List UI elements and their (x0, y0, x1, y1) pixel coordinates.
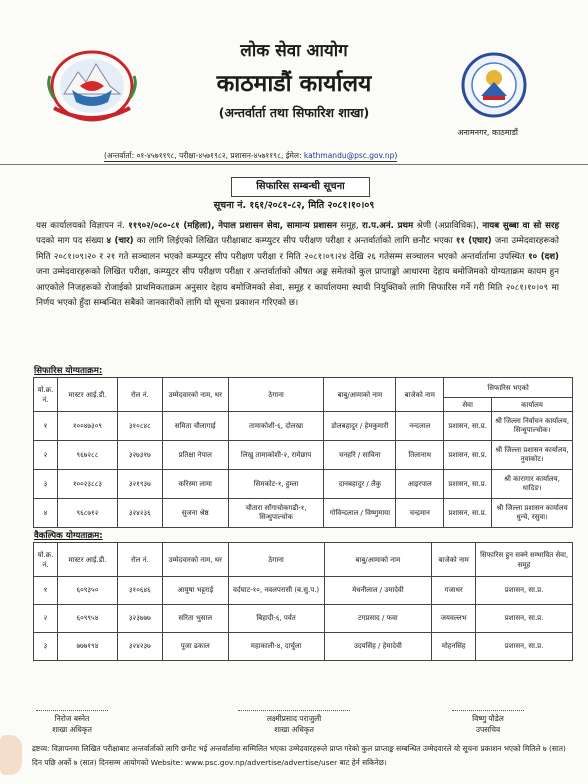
cell-name: पूजा ढकाल (162, 633, 228, 661)
cell-grandfather: आइरपाल (396, 470, 444, 499)
cell-name: करिस्मा लामा (162, 470, 228, 499)
cell-name: आयुषा भट्टराई (162, 577, 228, 605)
notice-number: सूचना नं. १६१/२०८१-८२, मिति २०८१।१०।०९ (213, 200, 375, 211)
footer-note: द्रष्टव्य: विज्ञापनमा लिखित परीक्षाबाट अन्तर्वार्ताको लागि छनौट भई अन्तर्वार्तामा सम्मिलित भएका उम्मेदवारहरूले प्राप्त गरेको कुल प्राप्ताङ्क सम्बन्धित उम्मेदवारले यो सूचना प्रकाशन भएको मितिले ७ (सात) दिन पछि अर्को ७ (सात) दिनसम्म आयोगको Website: www.psc.gov.np/advertise/advertise/user बाट हेर्न सकिनेछ। (32, 744, 566, 767)
contact-phones: (अन्तर्वार्ता: ०१-४५७११९८, परीक्षा-४५७१९८२, प्रशासन-४५७११९८, ईमेल: (104, 151, 304, 160)
merit-table (33, 377, 573, 528)
alt-col-service: सिफारिस हुन सक्ने सम्भावित सेवा, समूह (476, 543, 573, 577)
cell-office: श्री जिल्ला प्रशासन कार्यालय, नुवाकोट। (492, 441, 573, 470)
cell-sn: ४ (34, 499, 58, 528)
cell-parents: डोलबहादुर / हेमकुमारी (324, 412, 396, 441)
alt-col-parents: बाबु/आमाको नाम (324, 543, 432, 577)
cell-service: प्रशासन, सा.प्र. (476, 577, 573, 605)
contact-line (104, 151, 397, 162)
signature-2: लक्ष्मीप्रसाद पराजुली शाखा अधिकृत (238, 710, 350, 735)
alt-col-grandfather: बाजेको नाम (432, 543, 476, 577)
org-name: लोक सेवा आयोग (240, 41, 348, 61)
cell-address: सिमकोट-१, हुम्ला (228, 470, 324, 499)
alt-col-address: ठेगाना (228, 543, 324, 577)
cell-address: लिखु तामाकोशी-२, रामेछाप (228, 441, 324, 470)
email-link[interactable]: kathmandu@psc.gov.np (303, 151, 395, 160)
cell-parents: दानबहादुर / लैकु (324, 470, 396, 499)
cell-service: प्रशासन, सा.प्र. (444, 470, 492, 499)
contact-close: ) (394, 151, 398, 160)
table-row (34, 577, 573, 605)
merit-heading: सिफारिस योग्यताक्रम: (34, 366, 103, 376)
cell-grandfather: जयवल्लभ (432, 605, 476, 633)
cell-grandfather: गजाधर (432, 577, 476, 605)
cell-grandfather: नन्दलाल (396, 412, 444, 441)
cell-master: १००२३८८३ (57, 470, 117, 499)
table-row (34, 441, 573, 470)
notice-body: यस कार्यालयको विज्ञापन नं. ११९०२/०८०-८१ (महिला), नेपाल प्रशासन सेवा, सामान्य प्रशासन समूह, रा.प.अनं. प्रथम श्रेणी (अप्राविधिक), नायब सुब्बा वा सो सरह पदको माग पद संख्या ४ (चार) का लागि लिईएको लिखित परीक्षाबाट कम्प्युटर सीप परीक्षण परीक्षा र अन्तर्वार्ताको लागि छनौट भएका ११ (एघार) जना उम्मेदवारहरूको मिति २०८१।०९।२० र २१ गते सञ्चालन भएको कम्प्युटर सीप परीक्षण परीक्षा र मिति २०८१।०९।२४ देखि २६ गतेसम्म सञ्चालन भएको अन्तर्वार्तामा उपस्थित १० (दश) जना उम्मेदवारहरूको लिखित परीक्षा, कम्प्युटर सीप परीक्षण परीक्षा र अन्तर्वार्ताको औषत अङ्क समेतको कुल प्राप्ताङ्को आधारमा देहाय बमोजिमको योग्यताक्रम कायम हुन आएकोले निजहरूको रोजाईको प्राथमिकताक्रम अनुसार देहाय बमोजिमको सेवा, समूह र कार्यालयमा स्थायी नियुक्तिको लागि सिफारिस गर्ने गरी मिति २०८१।१०।०९ मा निर्णय भएको हुँदा सम्बन्धित सबैको जानकारीको लागि यो सूचना प्रकाशन गरिएको छ। (36, 221, 560, 309)
stamp-mark (0, 735, 22, 775)
cell-address: तामाकोशी-६, दोलखा (228, 412, 324, 441)
col-address: ठेगाना (228, 378, 324, 412)
table-row (34, 499, 573, 528)
alt-col-name: उम्मेदवारको नाम, थर (162, 543, 228, 577)
cell-parents: मेधनीलाल / उमादेवी (324, 577, 432, 605)
office-name: काठमाडौं कार्यालय (216, 71, 372, 97)
cell-name: प्रतिक्षा नेपाल (162, 441, 228, 470)
col-grandfather: बाजेको नाम (396, 378, 444, 412)
cell-service: प्रशासन, सा.प्र. (444, 412, 492, 441)
alt-col-roll: रोल नं. (117, 543, 162, 577)
col-roll: रोल नं. (117, 378, 162, 412)
cell-office: श्री जिल्ला निर्वाचन कार्यालय, सिन्धुपाल्चोक। (492, 412, 573, 441)
signature-3: विष्णु पौडेल उपसचिव (452, 710, 524, 735)
cell-roll: ३२४२३७ (117, 633, 162, 661)
cell-master: ९६८७१२ (57, 499, 117, 528)
cell-roll: ३१०८४८ (117, 412, 162, 441)
cell-service: प्रशासन, सा.प्र. (444, 499, 492, 528)
col-parents: बाबु/आमाको नाम (324, 378, 396, 412)
cell-sn: ३ (34, 633, 58, 661)
cell-sn: २ (34, 605, 58, 633)
cell-master: ९६७२८८ (57, 441, 117, 470)
cell-parents: टगप्रसाद / फवा (324, 605, 432, 633)
table-row (34, 412, 573, 441)
alternate-heading: वैकल्पिक योग्यताक्रम: (34, 531, 103, 541)
branch-name: (अन्तर्वार्ता तथा सिफारिश शाखा) (218, 105, 370, 120)
cell-sn: १ (34, 577, 58, 605)
alt-col-sn: यो.क्र. नं. (34, 543, 58, 577)
cell-grandfather: तिलानाथ (396, 441, 444, 470)
alternate-table (33, 542, 573, 661)
cell-parents: उदयसिंह / हेमादेवी (324, 633, 432, 661)
cell-sn: ३ (34, 470, 58, 499)
table-row (34, 633, 573, 661)
notice-title: सिफारिस सम्बन्धी सूचना (231, 177, 370, 197)
header-divider (0, 164, 588, 165)
cell-grandfather: मोहनसिंह (432, 633, 476, 661)
cell-roll: ३१०६४६ (117, 577, 162, 605)
cell-master: ७७७१९४ (57, 633, 117, 661)
cell-master: १००४७३०९ (57, 412, 117, 441)
cell-address: चौतारा साँगाचोकगढी-१, सिन्धुपाल्चोक (228, 499, 324, 528)
signature-1: निरोज बस्नेत शाखा अधिकृत (36, 710, 108, 735)
office-address: अनामनगर, काठमाडौं (457, 128, 518, 137)
cell-address: महाकाली-४, दार्चुला (228, 633, 324, 661)
cell-address: वर्दघाट-१०, नवलपरासी (ब.सु.प.) (228, 577, 324, 605)
cell-sn: २ (34, 441, 58, 470)
cell-service: प्रशासन, सा.प्र. (476, 605, 573, 633)
cell-service: प्रशासन, सा.प्र. (444, 441, 492, 470)
cell-sn: १ (34, 412, 58, 441)
table-row (34, 470, 573, 499)
col-recommended: सिफारिस भएको (444, 378, 573, 398)
cell-parents: गोविन्दलाल / विष्णुमाया (324, 499, 396, 528)
col-office: कार्यालय (492, 398, 573, 412)
cell-roll: ३२४२३६ (117, 499, 162, 528)
cell-roll: ३२७३१७ (117, 441, 162, 470)
cell-service: प्रशासन, सा.प्र. (476, 633, 573, 661)
cell-office: श्री जिल्ला प्रशासन कार्यालय धुन्चे, रसुवा। (492, 499, 573, 528)
table-row (34, 605, 573, 633)
cell-roll: ३२३७७७ (117, 605, 162, 633)
cell-master: ६०९३५० (57, 577, 117, 605)
col-name: उम्मेदवारको नाम, थर (162, 378, 228, 412)
cell-name: समिता चौलागाई (162, 412, 228, 441)
alt-col-master: मास्टर आई.डी. (57, 543, 117, 577)
cell-name: सरिता भुसाल (162, 605, 228, 633)
cell-name: सुजना श्रेष्ठ (162, 499, 228, 528)
cell-office: श्री कारागार कार्यालय, धादिङ। (492, 470, 573, 499)
cell-address: बिहादी-६, पर्वत (228, 605, 324, 633)
cell-grandfather: चन्द्रमान (396, 499, 444, 528)
cell-master: ६०९९५४ (57, 605, 117, 633)
col-service: सेवा (444, 398, 492, 412)
cell-roll: ३२१९३७ (117, 470, 162, 499)
cell-parents: घनहरि / साविना (324, 441, 396, 470)
col-sn: यो.क्र. नं. (34, 378, 58, 412)
col-master: मास्टर आई.डी. (57, 378, 117, 412)
